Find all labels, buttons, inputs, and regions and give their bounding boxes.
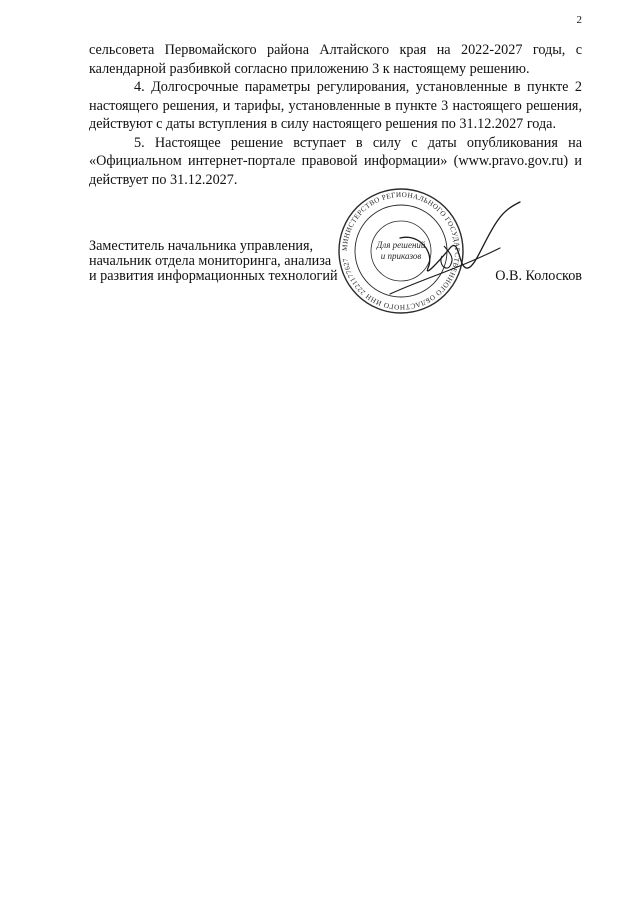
position-line: начальник отдела мониторинга, анализа: [89, 253, 332, 269]
position-line: Заместитель начальника управления,: [89, 238, 314, 254]
svg-text:МИНИСТЕРСТВО РЕГИОНАЛЬНОГО ГОС: МИНИСТЕРСТВО РЕГИОНАЛЬНОГО ГОСУДАРСТВЕННОГО ОБЛАСТНОГО ИНН 2221177627: [340, 190, 462, 312]
paragraph-continuation: сельсовета Первомайского района Алтайского края на 2022-2027 годы, с календарной разбивкой согласно приложению 3 к настоящему решению.: [89, 42, 582, 77]
page-number: 2: [576, 14, 582, 26]
paragraph-item-4: 4. Долгосрочные параметры регулирования, установленные в пункте 2 настоящего решения, и тарифы, установленные в пункте 3 настоящего решения, действуют с даты вступления в силу настоящего решения по 31.12.2027 года.: [89, 79, 582, 132]
signatory-name: О.В. Колосков: [495, 268, 582, 284]
signatory-position: [89, 239, 338, 284]
body-text: [89, 41, 582, 189]
svg-text:и приказов: и приказов: [380, 251, 422, 261]
svg-text:Для решений: Для решений: [376, 240, 426, 250]
position-line: и развития информационных технологий: [89, 268, 338, 284]
paragraph-item-5: 5. Настоящее решение вступает в силу с даты опубликования на «Официальном интернет-портале правовой информации» (www.pravo.gov.ru) и действует по 31.12.2027.: [89, 134, 582, 188]
